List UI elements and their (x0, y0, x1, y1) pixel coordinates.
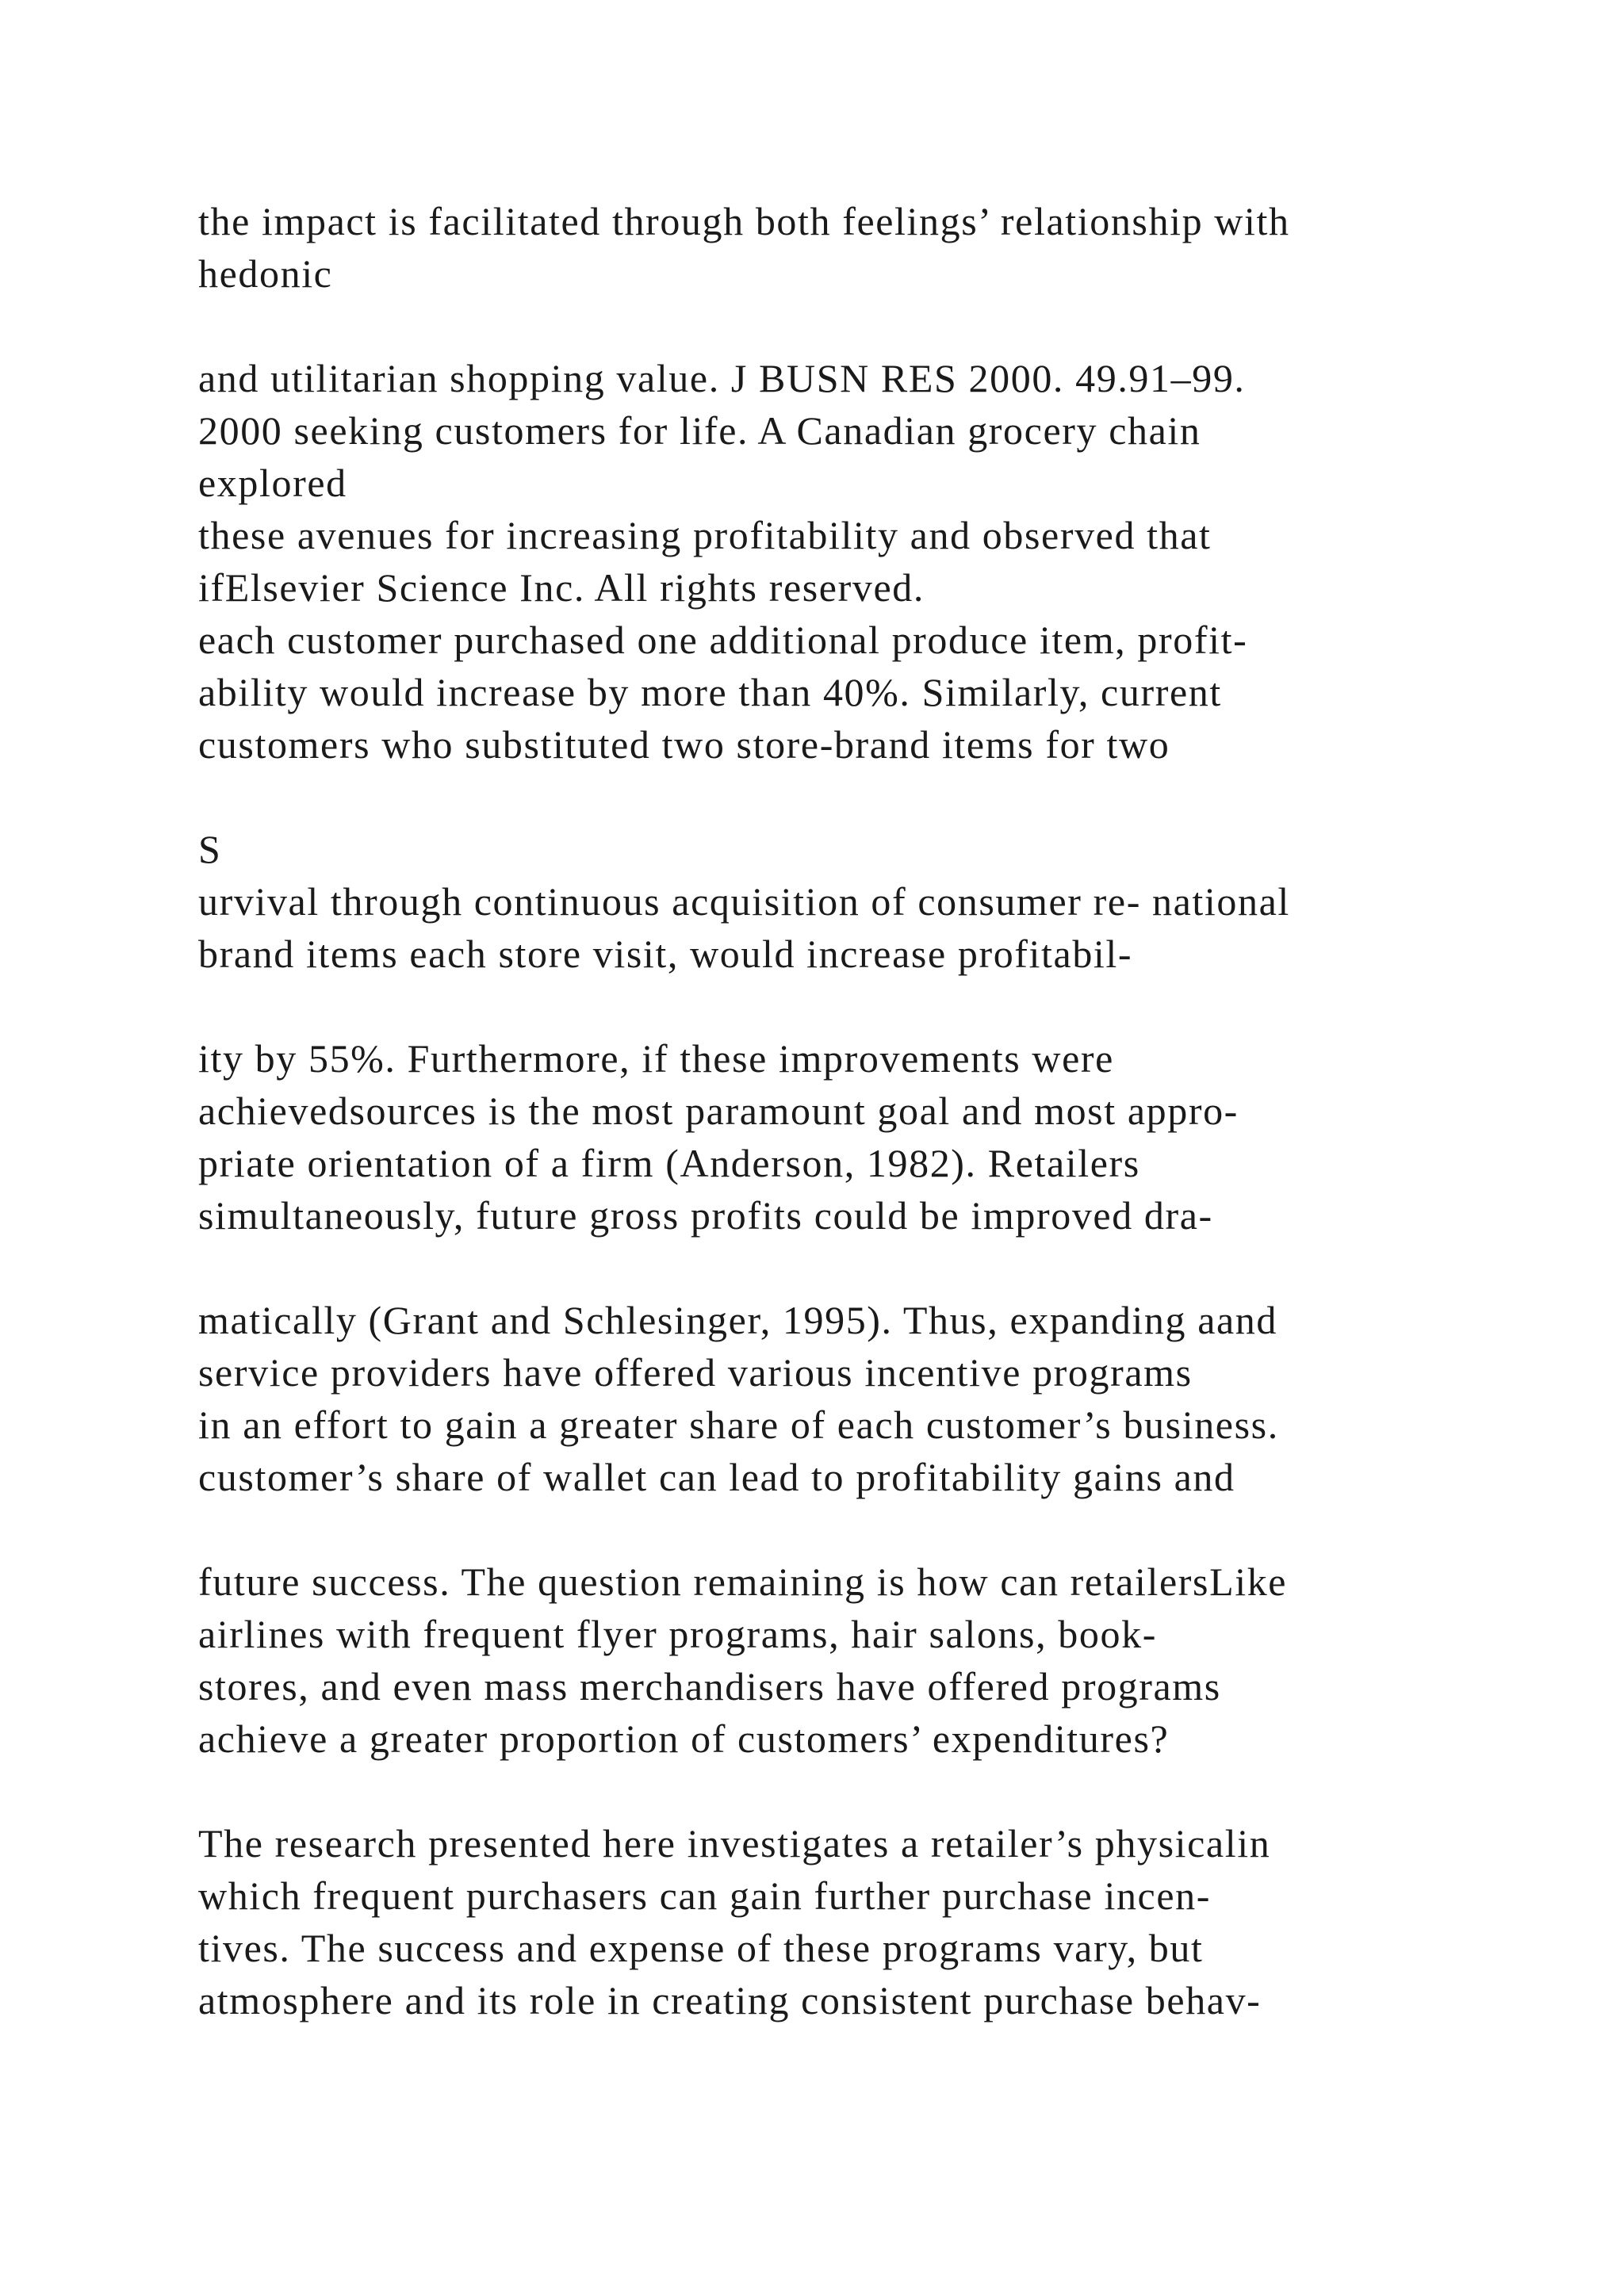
text-line: ifElsevier Science Inc. All rights reserved. (198, 565, 925, 610)
text-line: future success. The question remaining is how can retailersLike (198, 1559, 1288, 1604)
text-line: tives. The success and expense of these programs vary, but (198, 1926, 1204, 1970)
text-line: explored (198, 461, 347, 505)
text-line: priate orientation of a firm (Anderson, 1982). Retailers (198, 1141, 1140, 1185)
text-line: which frequent purchasers can gain further purchase incen- (198, 1873, 1211, 1918)
text-line: The research presented here investigates a retailer’s physicalin (198, 1821, 1271, 1866)
text-line: service providers have offered various incentive programs (198, 1350, 1193, 1395)
document-text (198, 195, 1467, 2026)
text-line: brand items each store visit, would increase profitabil- (198, 932, 1133, 976)
text-line: hedonic (198, 251, 333, 296)
text-line: atmosphere and its role in creating consistent purchase behav- (198, 1978, 1262, 2022)
text-line: ity by 55%. Furthermore, if these improvements were (198, 1036, 1114, 1081)
text-line: simultaneously, future gross profits could be improved dra- (198, 1193, 1213, 1238)
text-line: achieve a greater proportion of customers’ expenditures? (198, 1716, 1170, 1761)
text-line: the impact is facilitated through both feelings’ relationship with (198, 199, 1290, 243)
text-line: matically (Grant and Schlesinger, 1995). Thus, expanding aand (198, 1298, 1278, 1342)
text-line: stores, and even mass merchandisers have offered programs (198, 1664, 1221, 1709)
text-line: and utilitarian shopping value. J BUSN RES 2000. 49.91–99. (198, 356, 1257, 400)
text-line: urvival through continuous acquisition of consumer re- national (198, 879, 1290, 924)
text-line: ability would increase by more than 40%. Similarly, current (198, 670, 1222, 714)
text-line: 2000 seeking customers for life. A Canadian grocery chain (198, 408, 1201, 453)
paragraph-gap (198, 980, 1467, 1032)
text-line: in an effort to gain a greater share of each customer’s business. (198, 1402, 1279, 1447)
text-line: customers who substituted two store-brand items for two (198, 722, 1170, 767)
text-line: customer’s share of wallet can lead to profitability gains and (198, 1455, 1235, 1499)
text-line: these avenues for increasing profitability and observed that (198, 513, 1212, 557)
text-line: achievedsources is the most paramount goal and most appro- (198, 1089, 1239, 1133)
paragraph-gap (198, 300, 1467, 352)
paragraph-gap (198, 1242, 1467, 1294)
paragraph-gap (198, 771, 1467, 823)
paragraph-gap (198, 1503, 1467, 1556)
text-line: S (198, 827, 222, 871)
text-line: each customer purchased one additional produce item, profit- (198, 618, 1248, 662)
paragraph-gap (198, 1765, 1467, 1817)
text-line: airlines with frequent flyer programs, hair salons, book- (198, 1612, 1157, 1656)
